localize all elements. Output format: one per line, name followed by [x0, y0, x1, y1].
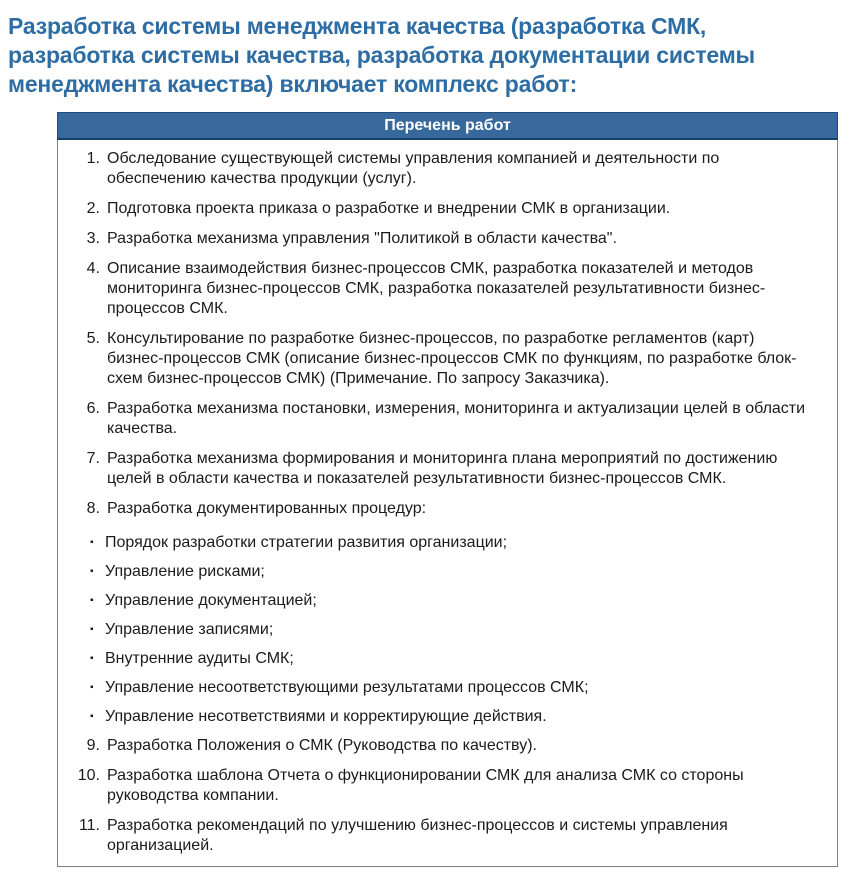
- works-table: [57, 112, 838, 867]
- bullet-square-icon: ▪: [90, 537, 94, 548]
- work-item: [74, 499, 809, 519]
- page-title-line: Разработка системы менеджмента качества (разработка СМК,: [8, 13, 707, 39]
- work-item-number: 1.: [86, 150, 100, 167]
- work-item-text: Обследование существующей системы управления компанией и деятельности по обеспечению качества продукции (услуг).: [107, 150, 720, 187]
- work-item-number: 8.: [86, 500, 100, 517]
- bullet-item-text: Управление документацией;: [105, 592, 317, 609]
- work-item-text: Разработка документированных процедур:: [107, 500, 427, 517]
- bullet-item-text: Порядок разработки стратегии развития организации;: [105, 534, 508, 551]
- page-title-line: разработка системы качества, разработка документации системы: [8, 42, 755, 68]
- bullet-item-text: Управление несоответствующими результатами процессов СМК;: [105, 679, 589, 696]
- work-item-number: 11.: [78, 817, 100, 834]
- table-body: [57, 140, 838, 867]
- work-item-text: Разработка механизма управления "Политикой в области качества".: [107, 230, 617, 247]
- work-item-text: Разработка механизма постановки, измерения, мониторинга и актуализации целей в области качества.: [107, 400, 806, 437]
- work-item-text: Разработка шаблона Отчета о функционировании СМК для анализа СМК со стороны руководства компании.: [107, 767, 744, 804]
- work-item: [74, 816, 809, 856]
- work-item: [74, 766, 809, 806]
- work-item: [74, 199, 809, 219]
- bullet-item: [90, 591, 809, 611]
- work-item: [74, 329, 809, 389]
- work-item-text: Разработка механизма формирования и мониторинга плана мероприятий по достижению целей в области качества и показателей результативности бизнес-процессов СМК.: [107, 450, 778, 487]
- bullet-item: [90, 649, 809, 669]
- bullet-square-icon: ▪: [90, 653, 94, 664]
- work-item: [74, 149, 809, 189]
- bullet-item: [90, 533, 809, 553]
- bullet-item-text: Управление рисками;: [105, 563, 265, 580]
- bullet-item: [90, 707, 809, 727]
- bullet-item-text: Управление записями;: [105, 621, 274, 638]
- bullet-square-icon: ▪: [90, 711, 94, 722]
- bullet-square-icon: ▪: [90, 595, 94, 606]
- work-item-number: 5.: [86, 330, 100, 347]
- work-item: [74, 259, 809, 319]
- work-item-text: Разработка рекомендаций по улучшению бизнес-процессов и системы управления организацией.: [107, 817, 728, 854]
- work-item-number: 4.: [86, 260, 100, 277]
- work-item-text: Разработка Положения о СМК (Руководства по качеству).: [107, 737, 537, 754]
- work-item-number: 2.: [86, 200, 100, 217]
- work-item-text: Подготовка проекта приказа о разработке и внедрении СМК в организации.: [107, 200, 671, 217]
- bullet-square-icon: ▪: [90, 682, 94, 693]
- procedures-bullet-list: [74, 533, 809, 727]
- page-title-line: менеджмента качества) включает комплекс работ:: [8, 71, 578, 97]
- work-item-text: Описание взаимодействия бизнес-процессов СМК, разработка показателей и методов мониторинга бизнес-процессов СМК, разработка показателей результативности бизнес-процессов СМК.: [107, 260, 766, 317]
- work-item: [74, 399, 809, 439]
- work-item-number: 6.: [86, 400, 100, 417]
- work-item: [74, 449, 809, 489]
- bullet-item-text: Управление несответствиями и корректирующие действия.: [105, 708, 547, 725]
- work-item-number: 7.: [86, 450, 100, 467]
- bullet-square-icon: ▪: [90, 624, 94, 635]
- table-header-title: Перечень работ: [384, 117, 511, 134]
- work-item-text: Консультирование по разработке бизнес-процессов, по разработке регламентов (карт) бизнес-процессов СМК (описание бизнес-процессов СМК по функциям, по разработке блок-схем бизнес-процессов СМК) (Примечание. По запросу Заказчика).: [107, 330, 797, 387]
- bullet-item: [90, 620, 809, 640]
- bullet-square-icon: ▪: [90, 566, 94, 577]
- table-header-bar: [57, 112, 838, 140]
- work-item-number: 9.: [86, 737, 100, 754]
- work-item-number: 3.: [86, 230, 100, 247]
- bullet-item: [90, 678, 809, 698]
- work-item-number: 10.: [77, 767, 100, 784]
- work-item: [74, 736, 809, 756]
- bullet-item-text: Внутренние аудиты СМК;: [105, 650, 294, 667]
- work-item: [74, 229, 809, 249]
- bullet-item: [90, 562, 809, 582]
- page-title: [8, 12, 844, 99]
